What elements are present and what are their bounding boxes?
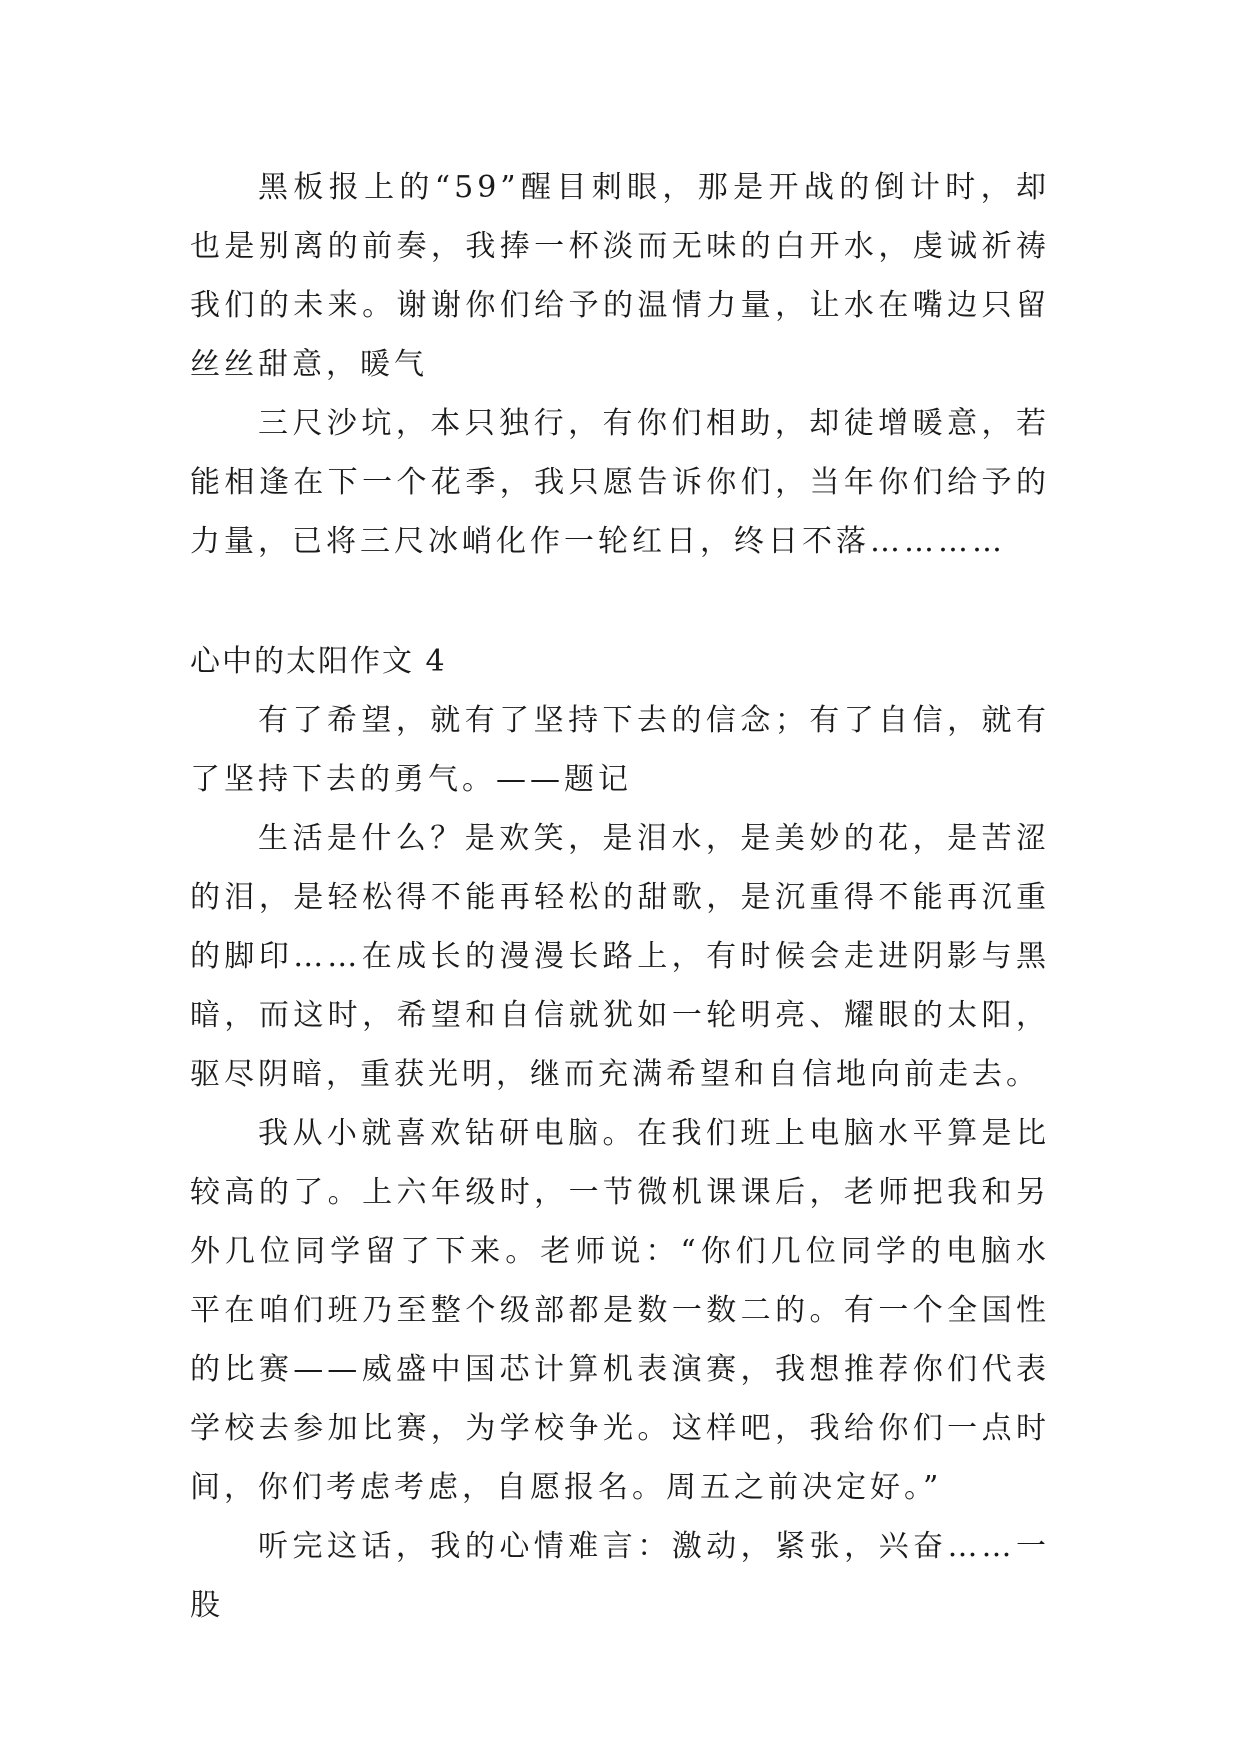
document-body bbox=[190, 158, 1050, 1635]
paragraph-epigraph: 有了希望，就有了坚持下去的信念；有了自信，就有了坚持下去的勇气。——题记 bbox=[190, 703, 1050, 797]
section-title: 心中的太阳作文 4 bbox=[190, 644, 447, 679]
paragraph-life: 生活是什么？是欢笑，是泪水，是美妙的花，是苦涩的泪，是轻松得不能再轻松的甜歌，是沉重得不能再沉重的脚印……在成长的漫漫长路上，有时候会走进阴影与黑暗，而这时，希望和自信就犹如一轮明亮、耀眼的太阳，驱尽阴暗，重获光明，继而充满希望和自信地向前走去。 bbox=[190, 821, 1050, 1092]
paragraph-sandpit: 三尺沙坑，本只独行，有你们相助，却徒增暖意，若能相逢在下一个花季，我只愿告诉你们，当年你们给予的力量，已将三尺冰峭化作一轮红日，终日不落………… bbox=[190, 406, 1050, 559]
paragraph-computer: 我从小就喜欢钻研电脑。在我们班上电脑水平算是比较高的了。上六年级时，一节微机课课后，老师把我和另外几位同学留了下来。老师说：“你们几位同学的电脑水平在咱们班乃至整个级部都是数一数二的。有一个全国性的比赛——威盛中国芯计算机表演赛，我想推荐你们代表学校去参加比赛，为学校争光。这样吧，我给你们一点时间，你们考虑考虑，自愿报名。周五之前决定好。” bbox=[190, 1116, 1050, 1505]
paragraph-feelings: 听完这话，我的心情难言：激动，紧张，兴奋……一股 bbox=[190, 1529, 1050, 1623]
paragraph-blackboard: 黑板报上的“59”醒目刺眼，那是开战的倒计时，却也是别离的前奏，我捧一杯淡而无味的白开水，虔诚祈祷我们的未来。谢谢你们给予的温情力量，让水在嘴边只留丝丝甜意，暖气 bbox=[190, 170, 1050, 382]
